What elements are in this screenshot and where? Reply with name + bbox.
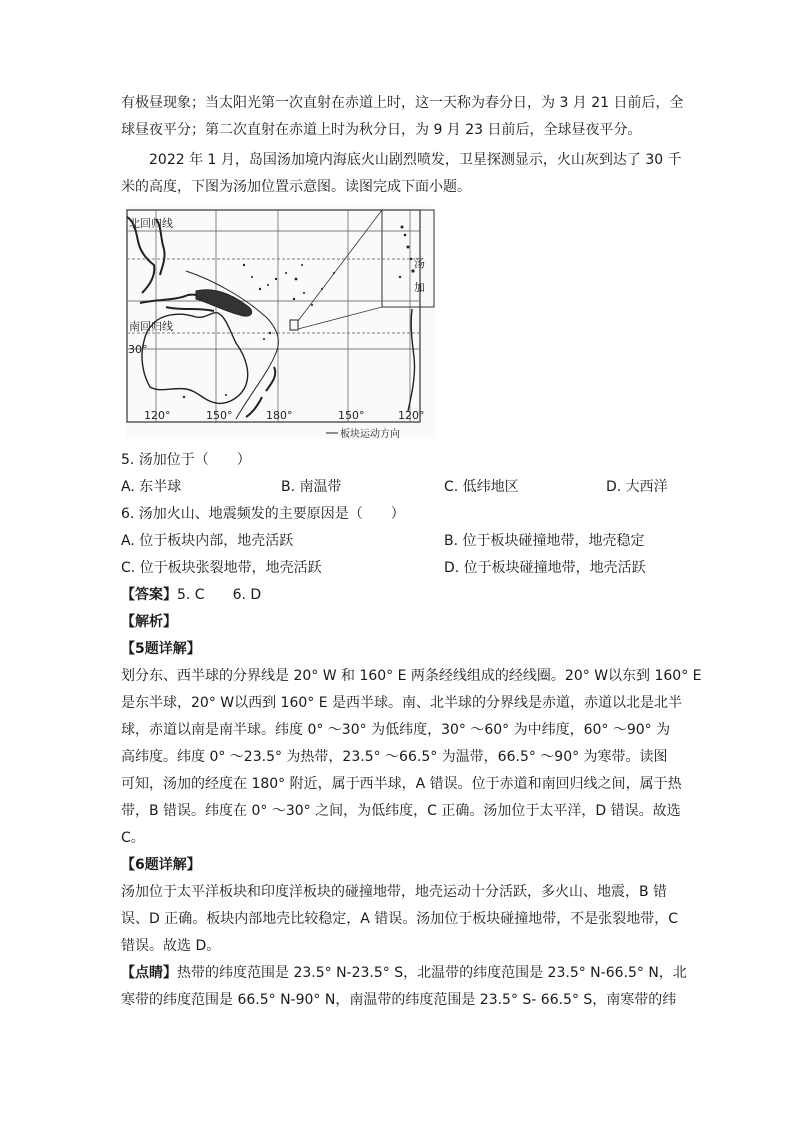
lon-label-180: 180° bbox=[266, 409, 293, 422]
answer-row bbox=[121, 586, 261, 604]
intro-line-1: 有极昼现象；当太阳光第一次直射在赤道上时，这一天称为春分日，为 3 月 21 日前后，全 bbox=[121, 95, 684, 111]
label-lat-30: 30° bbox=[128, 343, 148, 356]
label-tropic-cancer: 北回归线 bbox=[129, 217, 173, 230]
q6-option-b: B. 位于板块碰撞地带，地壳稳定 bbox=[444, 533, 645, 549]
lon-label-120w: 120° bbox=[144, 409, 171, 422]
q6-stem: 6. 汤加火山、地震频发的主要原因是（ ） bbox=[121, 506, 405, 522]
inset-label-tonga-2: 加 bbox=[414, 281, 425, 294]
answer-label: 【答案】 bbox=[121, 587, 177, 603]
d5-line-6: 带，B 错误。纬度在 0° ～30° 之间，为低纬度，C 正确。汤加位于太平洋，D 错误。故选 bbox=[121, 803, 681, 819]
tip-label: 【点睛】 bbox=[121, 965, 177, 981]
intro-line-3: 2022 年 1 月，岛国汤加境内海底火山剧烈喷发，卫星探测显示，火山灰到达了 30 千 bbox=[149, 152, 682, 168]
q6-option-a: A. 位于板块内部，地壳活跃 bbox=[121, 533, 294, 549]
lon-label-150e: 150° bbox=[206, 409, 233, 422]
q5-option-d: D. 大西洋 bbox=[606, 479, 668, 495]
tonga-location-map bbox=[126, 207, 436, 439]
d5-line-5: 可知，汤加的经度在 180° 附近，属于西半球，A 错误。位于赤道和南回归线之间，属于热 bbox=[121, 776, 682, 792]
tip-line-2: 寒带的纬度范围是 66.5° N-90° N，南温带的纬度范围是 23.5° S- 66.5° S，南寒带的纬 bbox=[121, 992, 677, 1008]
d6-line-1: 汤加位于太平洋板块和印度洋板块的碰撞地带，地壳运动十分活跃，多火山、地震，B 错 bbox=[121, 884, 668, 900]
q6-option-d: D. 位于板块碰撞地带，地壳活跃 bbox=[444, 560, 646, 576]
inset-label-tonga-1: 汤 bbox=[414, 257, 425, 270]
d5-label: 【5题详解】 bbox=[121, 641, 201, 657]
intro-line-4: 米的高度，下图为汤加位置示意图。读图完成下面小题。 bbox=[121, 179, 471, 195]
q5-option-c: C. 低纬地区 bbox=[444, 479, 519, 495]
d5-line-4: 高纬度。纬度 0° ～23.5° 为热带，23.5° ～66.5° 为温带，66.5° ～90° 为寒带。读图 bbox=[121, 749, 668, 765]
q5-option-b: B. 南温带 bbox=[281, 479, 342, 495]
d5-line-2: 是东半球，20° W以西到 160° E 是西半球。南、北半球的分界线是赤道，赤道以北是北半 bbox=[121, 695, 683, 711]
label-tropic-capricorn: 南回归线 bbox=[129, 320, 173, 333]
tip-line-1: 热带的纬度范围是 23.5° N-23.5° S，北温带的纬度范围是 23.5° N-66.5° N，北 bbox=[177, 965, 687, 981]
analysis-label: 【解析】 bbox=[121, 614, 177, 630]
d6-line-3: 错误。故选 D。 bbox=[121, 938, 221, 954]
q5-option-a: A. 东半球 bbox=[121, 479, 182, 495]
q6-option-c: C. 位于板块张裂地带，地壳活跃 bbox=[121, 560, 322, 576]
q5-stem: 5. 汤加位于（ ） bbox=[121, 452, 251, 468]
tip-row bbox=[121, 964, 687, 982]
d6-label: 【6题详解】 bbox=[121, 857, 201, 873]
d5-line-1: 划分东、西半球的分界线是 20° W 和 160° E 两条经线组成的经线圈。20° W以东到 160° E bbox=[121, 668, 702, 684]
intro-line-2: 球昼夜平分；第二次直射在赤道上时为秋分日，为 9 月 23 日前后，全球昼夜平分。 bbox=[121, 122, 642, 138]
d5-line-7: C。 bbox=[121, 830, 145, 846]
lon-label-150w: 150° bbox=[338, 409, 365, 422]
answer-text: 5. C 6. D bbox=[177, 587, 262, 603]
legend-text: 板块运动方向 bbox=[340, 429, 400, 439]
lon-label-120e: 120° bbox=[398, 409, 425, 422]
d6-line-2: 误、D 正确。板块内部地壳比较稳定，A 错误。汤加位于板块碰撞地带，不是张裂地带，C bbox=[121, 911, 679, 927]
d5-line-3: 球，赤道以南是南半球。纬度 0° ～30° 为低纬度，30° ～60° 为中纬度，60° ～90° 为 bbox=[121, 722, 671, 738]
